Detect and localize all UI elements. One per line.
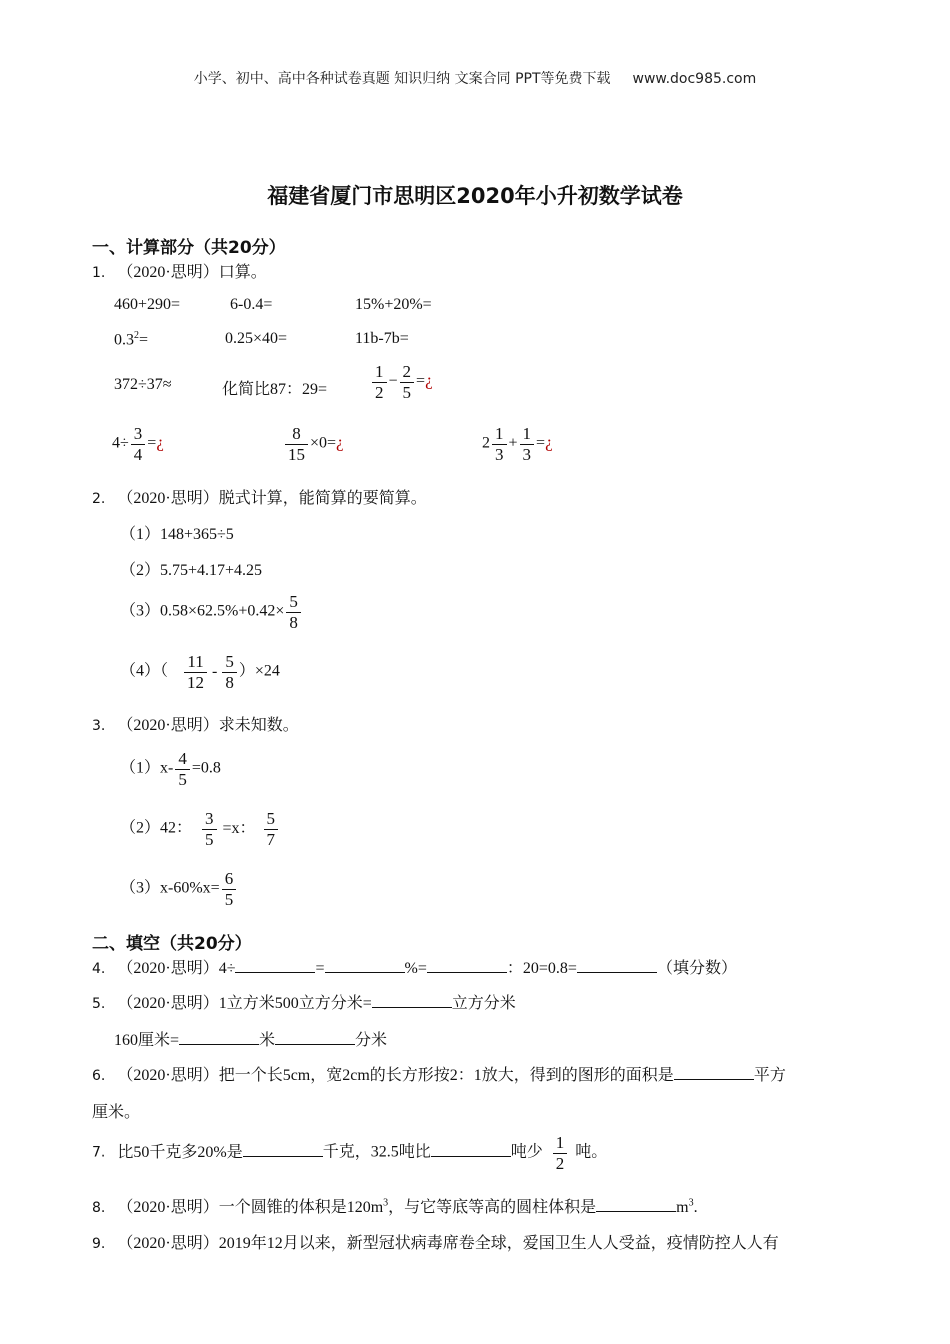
question-tag: （2020·思明） — [117, 1199, 219, 1216]
oral-item: 化简比87：29= — [222, 381, 328, 398]
page-header — [0, 68, 950, 88]
oral-item: 11b-7b= — [355, 330, 409, 347]
question-number: 6. — [92, 1068, 106, 1084]
question-text: 比50千克多20%是 — [117, 1143, 243, 1161]
question-text: %= — [404, 960, 427, 977]
question-number: 3. — [92, 718, 106, 734]
answer-blank[interactable] — [243, 1140, 323, 1157]
sub-question — [120, 749, 221, 789]
placeholder-glyph: ¿ — [336, 432, 344, 452]
answer-blank[interactable] — [596, 1195, 676, 1212]
expression: （2）42： — [120, 819, 193, 837]
fraction: $\frac{8}{15}$ — [285, 424, 308, 464]
question-text: = — [315, 960, 325, 977]
question-6 — [92, 1062, 786, 1085]
question-text: 千克，32.5吨比 — [322, 1143, 431, 1161]
question-text: 吨。 — [575, 1143, 608, 1161]
question-text: 160厘米= — [114, 1032, 180, 1049]
fraction: $\frac{1}{2}$ — [372, 362, 387, 402]
sub-question: （2）5.75+4.17+4.25 — [120, 562, 263, 579]
question-tag: （2020·思明） — [117, 490, 219, 507]
fraction: $\frac{6}{5}$ — [222, 869, 237, 909]
expression: （4）（ — [120, 662, 169, 680]
question-number: 9. — [92, 1236, 106, 1252]
question-number: 7. — [92, 1144, 106, 1161]
expression: （1）x- — [120, 759, 174, 777]
question-text: 立方分米 — [451, 995, 516, 1012]
oral-item: 6-0.4= — [230, 296, 273, 313]
oral-equals: = — [139, 331, 149, 349]
question-text: ：20=0.8= — [506, 960, 577, 977]
fraction: $\frac{5}{7}$ — [264, 809, 279, 849]
oral-item-fraction — [482, 424, 553, 464]
oral-item — [114, 330, 148, 349]
expression: =x： — [222, 819, 256, 837]
question-text: （填分数） — [656, 960, 737, 977]
placeholder-glyph: ¿ — [545, 432, 553, 452]
expression: （3）x-60%x= — [120, 879, 220, 897]
whole-number: 2 — [482, 434, 490, 452]
oral-item: 372÷37≈ — [114, 376, 172, 393]
question-number: 1. — [92, 265, 106, 281]
fraction: $\frac{5}{8}$ — [222, 652, 237, 692]
question-number: 5. — [92, 996, 106, 1012]
fraction: $\frac{3}{5}$ — [202, 809, 217, 849]
question-4 — [92, 955, 737, 978]
equals-sign: = — [536, 434, 546, 452]
question-number: 8. — [92, 1200, 106, 1216]
sub-question — [120, 592, 303, 632]
question-text: 一个圆锥的体积是120m — [218, 1199, 384, 1216]
oral-item-fraction — [112, 424, 164, 464]
question-text: 2019年12月以来，新型冠状病毒席卷全球，爱国卫生人人受益，疫情防控人人有 — [218, 1235, 779, 1252]
fraction: $\frac{5}{8}$ — [286, 592, 301, 632]
fraction: $\frac{4}{5}$ — [175, 749, 190, 789]
operand: 4÷ — [112, 434, 129, 452]
answer-blank[interactable] — [431, 1140, 511, 1157]
question-tag: （2020·思明） — [117, 717, 219, 734]
question-number: 2. — [92, 491, 106, 507]
question-text: 米 — [259, 1032, 276, 1049]
fraction: $\frac{1}{3}$ — [492, 424, 507, 464]
operand: ×0= — [310, 434, 337, 452]
question-tag: （2020·思明） — [117, 960, 219, 977]
sub-question — [120, 652, 280, 692]
sub-question — [120, 809, 280, 849]
header-site[interactable]: www.doc985.com — [632, 71, 757, 87]
equals-sign: = — [147, 434, 157, 452]
question-6-line-2: 厘米。 — [92, 1104, 141, 1121]
question-1 — [92, 259, 267, 282]
question-text: 分米 — [355, 1032, 388, 1049]
oral-exponent: 2 — [134, 330, 139, 341]
question-5 — [92, 990, 516, 1013]
question-8 — [92, 1194, 698, 1217]
question-text: m — [676, 1199, 689, 1216]
question-text: 4÷ — [218, 960, 236, 977]
question-text: . — [693, 1199, 698, 1216]
answer-blank[interactable] — [179, 1028, 259, 1045]
plus-sign: + — [508, 434, 518, 452]
question-tag: （2020·思明） — [117, 264, 219, 281]
oral-item: 0.25×40= — [225, 330, 288, 347]
answer-blank[interactable] — [235, 956, 315, 973]
answer-blank[interactable] — [325, 956, 405, 973]
question-text: 吨少 — [510, 1143, 543, 1161]
fraction: $\frac{11}{12}$ — [184, 652, 207, 692]
oral-item-fraction — [283, 424, 344, 464]
fraction: $\frac{1}{2}$ — [553, 1133, 568, 1173]
question-7 — [92, 1133, 607, 1173]
question-prompt: 脱式计算，能简算的要简算。 — [218, 490, 427, 507]
sub-question: （1）148+365÷5 — [120, 526, 234, 543]
expression: =0.8 — [191, 759, 221, 777]
placeholder-glyph: ¿ — [425, 370, 433, 390]
question-text: 把一个长5cm，宽2cm的长方形按2：1放大，得到的图形的面积是 — [218, 1067, 674, 1084]
section-calculation-heading: 一、计算部分（共20分） — [92, 238, 286, 258]
answer-blank[interactable] — [275, 1028, 355, 1045]
fraction: $\frac{2}{5}$ — [400, 362, 415, 402]
exam-title: 福建省厦门市思明区2020年小升初数学试卷 — [267, 184, 683, 208]
section-fill-heading: 二、填空（共20分） — [92, 934, 252, 954]
expression: （3）0.58×62.5%+0.42× — [120, 602, 285, 620]
answer-blank[interactable] — [427, 956, 507, 973]
question-text: ，与它等底等高的圆柱体积是 — [388, 1199, 597, 1216]
placeholder-glyph: ¿ — [156, 432, 164, 452]
question-prompt: 口算。 — [218, 264, 267, 281]
question-text: 平方 — [753, 1067, 786, 1084]
answer-blank[interactable] — [577, 956, 657, 973]
minus-sign: − — [388, 372, 398, 390]
oral-item-fraction — [370, 362, 433, 402]
answer-blank[interactable] — [372, 991, 452, 1008]
minus-sign: - — [212, 662, 218, 680]
question-tag: （2020·思明） — [117, 1067, 219, 1084]
question-9 — [92, 1230, 779, 1253]
oral-item: 15%+20%= — [355, 296, 432, 313]
answer-blank[interactable] — [674, 1063, 754, 1080]
question-text: 1立方米500立方分米= — [218, 995, 372, 1012]
sub-question — [120, 869, 238, 909]
question-3 — [92, 712, 299, 735]
question-prompt: 求未知数。 — [218, 717, 299, 734]
question-tag: （2020·思明） — [117, 1235, 219, 1252]
question-2 — [92, 485, 427, 508]
fraction: $\frac{3}{4}$ — [131, 424, 146, 464]
expression: ）×24 — [238, 662, 280, 680]
superscript: 3 — [688, 1197, 694, 1209]
oral-base: 0.3 — [114, 331, 134, 349]
superscript: 3 — [383, 1197, 389, 1209]
question-tag: （2020·思明） — [117, 995, 219, 1012]
fraction: $\frac{1}{3}$ — [520, 424, 535, 464]
question-5-line-2 — [114, 1027, 387, 1050]
header-text: 小学、初中、高中各种试卷真题 知识归纳 文案合同 PPT等免费下载 — [193, 71, 611, 87]
equals-sign: = — [416, 372, 426, 390]
question-number: 4. — [92, 961, 106, 977]
oral-item: 460+290= — [114, 296, 181, 313]
